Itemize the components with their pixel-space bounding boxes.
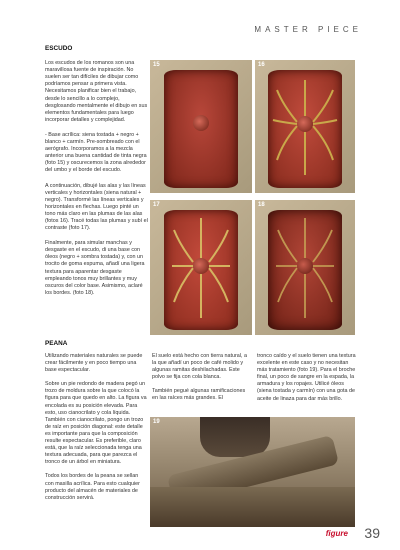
photo-number: 15 [153, 62, 160, 68]
peana-column-1 [45, 353, 148, 509]
peana-column-3 [257, 353, 357, 410]
escudo-paragraph: Los escudos de los romanos son una maravillosa fuente de inspiración. No suelen ser tan difíciles de dibujar como podríamos pensar a primera vista. Necesitamos planificar bien el trabajo, desde lo sencillo a lo complejo, desglosando mentalmente el dibujo en sus elementos fundamentales para luego incorporar detalles y complejidad. [45, 60, 148, 123]
shield-boss [193, 115, 209, 131]
photo-number: 17 [153, 202, 160, 208]
peana-column-2 [152, 353, 252, 410]
photo-number: 18 [258, 202, 265, 208]
figure-silhouette [200, 417, 270, 457]
peana-paragraph: Utilizando materiales naturales se puede crear fácilmente y en poco tiempo una base espectacular. [45, 353, 143, 374]
ground-base [150, 487, 355, 527]
shield-boss [193, 258, 209, 274]
photo-18 [255, 200, 355, 335]
photo-number: 19 [153, 419, 160, 425]
photo-19 [150, 417, 355, 527]
page-number: 39 [364, 525, 380, 541]
escudo-paragraph: A continuación, dibujé las alas y las líneas verticales y horizontales (siena natural + negro). Transformé las líneas verticales y horizontales en flechas. Luego pinté un tono más claro en las plumas de las alas (fotos 16). Tracé todas las plumas y subí el contraste (foto 17). [45, 182, 148, 232]
escudo-paragraph: - Base acrílica: siena tostada + negro + blanco + carmín. Pre-sombreado con el aerógrafo. Incorporamos a la mezcla anterior una buena cantidad de tinta negra (foto 15) y oscurecemos la zona alrededor del umbo y el borde del escudo. [45, 131, 147, 174]
photo-15 [150, 60, 252, 193]
peana-paragraph: También pegué algunas ramificaciones en las raíces más grandes. El [152, 388, 246, 402]
escudo-paragraph: Finalmente, para simular manchas y desgaste en el escudo, di una base con óleos (negro + sombra tostada) y, con un trocito de goma espuma, añadí una ligera textura para aparentar desgaste empleando tonos muy brillantes y muy oscuros del color base. Asimismo, aclaré los bordes. (foto 18). [45, 240, 145, 296]
peana-paragraph: Sobre un pie redondo de madera pegó un trozo de moldura sobre la que colocó la figura para que quedo en alto. La figura va encolada es su posición elevada. Para esto, uso cianocrilato y cola líquida. También con cianocrilato, pongo un trozo de raíz en posición diagonal: este detalle es importante para que la composición resulte espectacular. Es preferible, claro está, que la raíz seleccionada tenga una textura adecuada, para que parezca el tronco de un árbol en miniatura. [45, 381, 147, 466]
magazine-logo: figure [325, 529, 348, 538]
escudo-heading: ESCUDO [45, 45, 73, 52]
photo-17 [150, 200, 252, 335]
peana-heading: PEANA [45, 340, 68, 347]
section-header: MASTER PIECE [254, 25, 362, 34]
escudo-column [45, 45, 148, 305]
photo-number: 16 [258, 62, 265, 68]
peana-paragraph: El suelo está hecho con tierra natural, a la que añadí un poco de café molido y algunas ramitas deshilachadas. Este polvo se fija con cola blanca. [152, 353, 247, 381]
shield-boss [297, 116, 313, 132]
peana-paragraph: Todos los bordes de la peana se sellan con masilla acrílica. Para esto cualquier producto del almacén de materiales de construcción servirá. [45, 473, 140, 501]
photo-16 [255, 60, 355, 193]
shield-boss [297, 258, 313, 274]
peana-paragraph: tronco caído y el suelo tienen una textura excelente en este caso y no necesitan más tratamiento (foto 19). Para el broche final, un poco de sangre en la espada, la armadura y los ropajes. Utilicé óleos (siena tostada y carmín) con una gota de aceite de linaza para dar más brillo. [257, 353, 356, 402]
